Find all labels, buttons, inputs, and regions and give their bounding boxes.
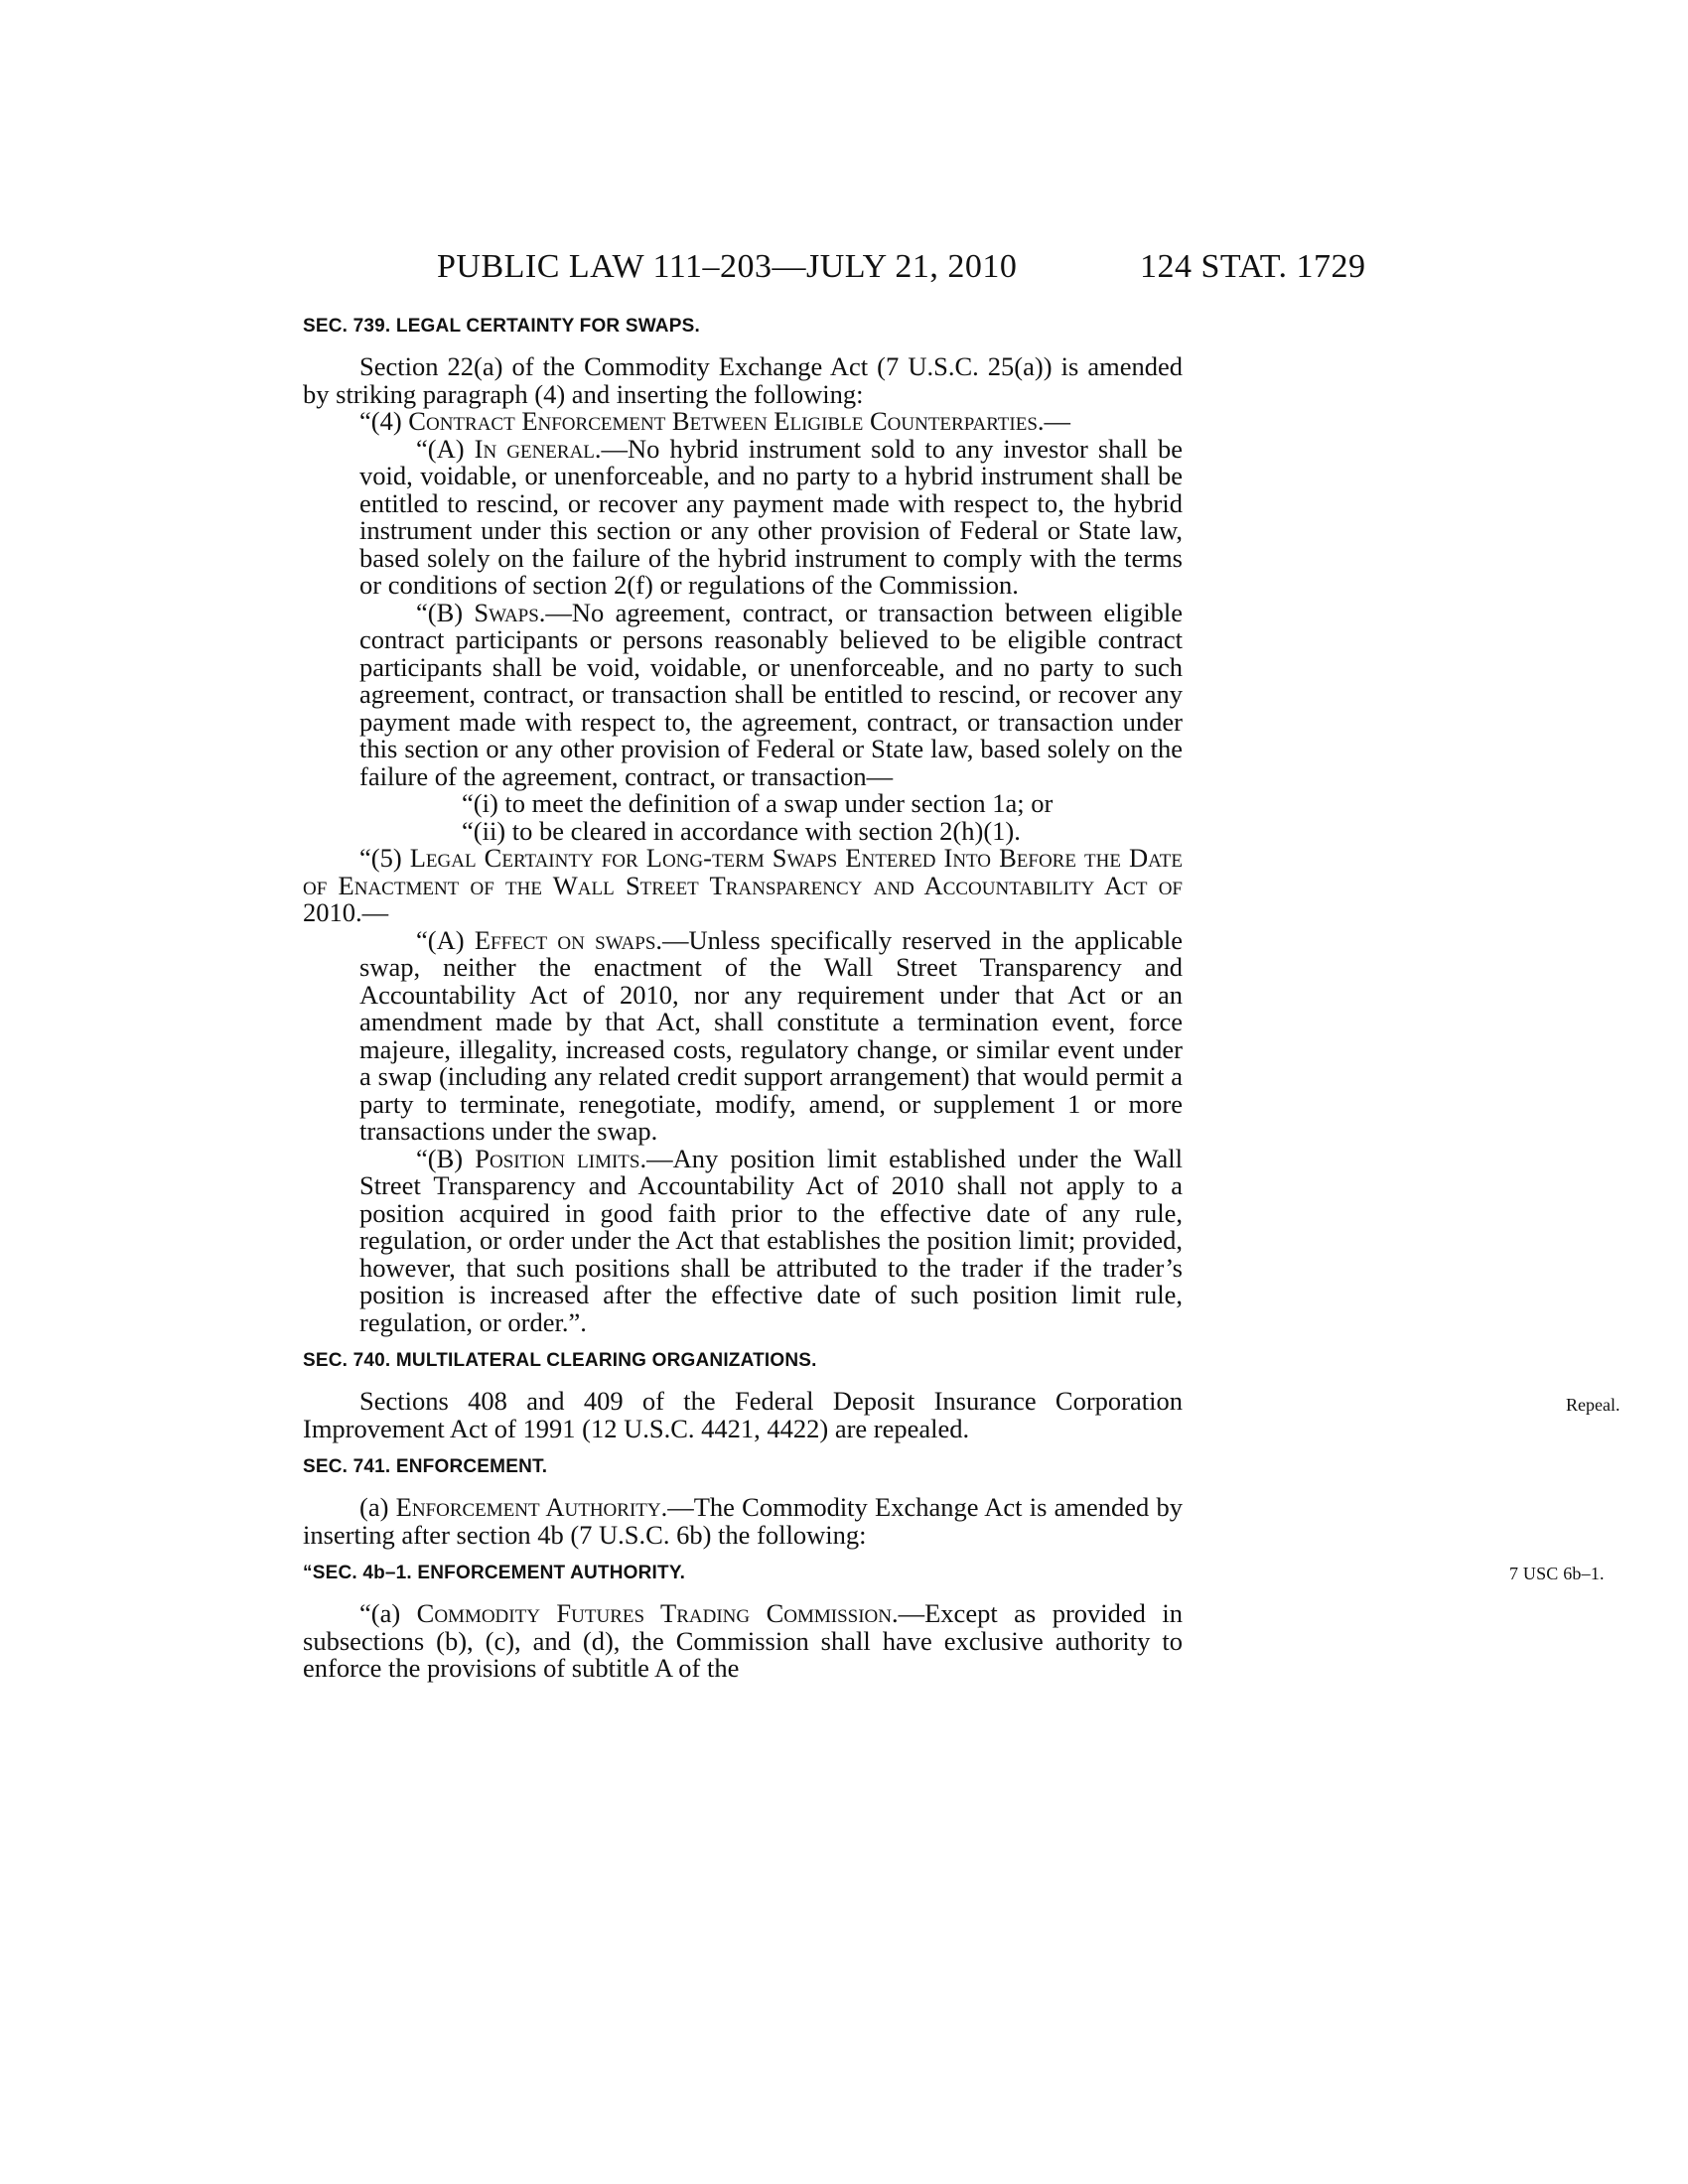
section-741-a-text: The Commodity Exchange Act is amended by inserting after section 4b (7 U.S.C. 6b) the following: xyxy=(303,1492,1184,1550)
section-740-text xyxy=(303,1386,1620,1443)
subparagraph-4b-text: No agreement, contract, or transaction between eligible contract participants or persons reasonably believed to be eligible contract participants shall be void, voidable, or unenforceable, and no party to such agreement, contract, or transaction shall be entitled to rescind, or recover any payment made with respect to, the agreement, contract, or transaction under this section or any other provision of Federal or State law, based solely on the failure of the agreement, contract, or transaction— xyxy=(359,597,1183,791)
section-740-body: Sections 408 and 409 of the Federal Deposit Insurance Corporation Improvement Act of 1991 (12 U.S.C. 4421, 4422) are repealed. xyxy=(303,1386,1183,1443)
section-741-a xyxy=(303,1494,1183,1549)
section-4b-1-heading-text: “SEC. 4b–1. ENFORCEMENT AUTHORITY. xyxy=(303,1563,686,1583)
subparagraph-5b-title: Position limits. xyxy=(475,1143,647,1173)
paragraph-5-dash: — xyxy=(361,897,389,927)
paragraph-5-title: Legal Certainty for Long-term Swaps Entered Into Before the Date of Enactment of the Wall Street Transparency and Accountability Act of 2010. xyxy=(303,843,1183,927)
paragraph-5-number: “(5) xyxy=(359,843,410,873)
paragraph-4-title: Contract Enforcement Between Eligible Counterparties. xyxy=(408,406,1045,436)
subparagraph-5b-dash: — xyxy=(646,1143,673,1173)
section-740-heading: SEC. 740. MULTILATERAL CLEARING ORGANIZATIONS. xyxy=(303,1350,817,1371)
margin-note-repeal: Repeal. xyxy=(1566,1395,1620,1415)
section-4b-1-a-title: Commodity Futures Trading Commission. xyxy=(416,1598,899,1628)
subparagraph-4b-number: “(B) xyxy=(416,597,475,627)
clause-i: “(i) to meet the definition of a swap under section 1a; or xyxy=(462,788,1054,818)
paragraph-4-dash: — xyxy=(1044,406,1071,436)
section-741-heading: SEC. 741. ENFORCEMENT. xyxy=(303,1456,548,1477)
paragraph-4-heading xyxy=(303,408,1183,436)
subparagraph-4b-dash: — xyxy=(545,597,572,627)
section-4b-1-a-number: “(a) xyxy=(359,1598,417,1628)
subparagraph-5b-number: “(B) xyxy=(416,1143,476,1173)
subparagraph-5a-text: Unless specifically reserved in the applicable swap, neither the enactment of the Wall Street Transparency and Accountability Act of 2010, nor any requirement under that Act or an amendment made by that Act, shall constitute a termination event, force majeure, illegality, increased costs, regulatory change, or similar event under a swap (including any related credit support arrangement) that would permit a party to terminate, renegotiate, modify, amend, or supplement 1 or more transactions under the swap. xyxy=(359,924,1183,1146)
subparagraph-5a-title: Effect on swaps. xyxy=(474,924,663,955)
section-739-heading: SEC. 739. LEGAL CERTAINTY FOR SWAPS. xyxy=(303,316,700,337)
paragraph-5-heading xyxy=(303,845,1183,927)
subparagraph-5a-dash: — xyxy=(662,924,689,955)
section-741-a-number: (a) xyxy=(359,1492,396,1522)
subparagraph-5a-number: “(A) xyxy=(416,924,475,955)
section-4b-1-a-text: Except as provided in subsections (b), (c), and (d), the Commission shall have exclusive authority to enforce the provisions of subtitle A of the xyxy=(303,1598,1183,1683)
subparagraph-4b-title: Swaps. xyxy=(474,597,546,627)
subparagraph-5a xyxy=(303,924,1183,1146)
section-741-a-title: Enforcement Authority. xyxy=(395,1492,668,1522)
subparagraph-5b-text: Any position limit established under the Wall Street Transparency and Accountability Act of 2010 shall not apply to a position acquired in good faith prior to the effective date of any rule, regulation, or order under the Act that establishes the position limit; provided, however, that such positions shall be attributed to the trader if the trader’s position is increased after the effective date of such position limit rule, regulation, or order.”. xyxy=(359,1143,1183,1337)
section-4b-1-a-dash: — xyxy=(898,1598,925,1628)
subparagraph-4b xyxy=(303,597,1183,791)
section-741-a-dash: — xyxy=(667,1492,694,1522)
section-4b-1-a xyxy=(303,1600,1183,1683)
paragraph-4-number: “(4) xyxy=(359,406,409,436)
running-header-stat: 124 STAT. 1729 xyxy=(1140,248,1366,285)
section-4b-1-heading xyxy=(303,1563,1605,1584)
subparagraph-4a-number: “(A) xyxy=(416,433,475,464)
subparagraph-5b xyxy=(303,1143,1183,1337)
clause-ii: “(ii) to be cleared in accordance with section 2(h)(1). xyxy=(462,815,1021,846)
margin-note-usc: 7 USC 6b–1. xyxy=(1509,1564,1605,1583)
subparagraph-4a-title: In general. xyxy=(474,433,602,464)
main-column xyxy=(303,316,1620,1683)
subparagraph-4a-dash: — xyxy=(601,433,629,464)
section-739-intro: Section 22(a) of the Commodity Exchange Act (7 U.S.C. 25(a)) is amended by striking paragraph (4) and inserting the following: xyxy=(303,351,1183,409)
subparagraph-4a xyxy=(303,433,1183,600)
running-header-law: PUBLIC LAW 111–203—JULY 21, 2010 xyxy=(437,248,1018,285)
subparagraph-4a-text: No hybrid instrument sold to any investor shall be void, voidable, or unenforceable, and no party to a hybrid instrument shall be entitled to rescind, or recover any payment made with respect to, the hybrid instrument under this section or any other provision of Federal or State law, based solely on the failure of the hybrid instrument to comply with the terms or conditions of section 2(f) or regulations of the Commission. xyxy=(359,433,1183,600)
